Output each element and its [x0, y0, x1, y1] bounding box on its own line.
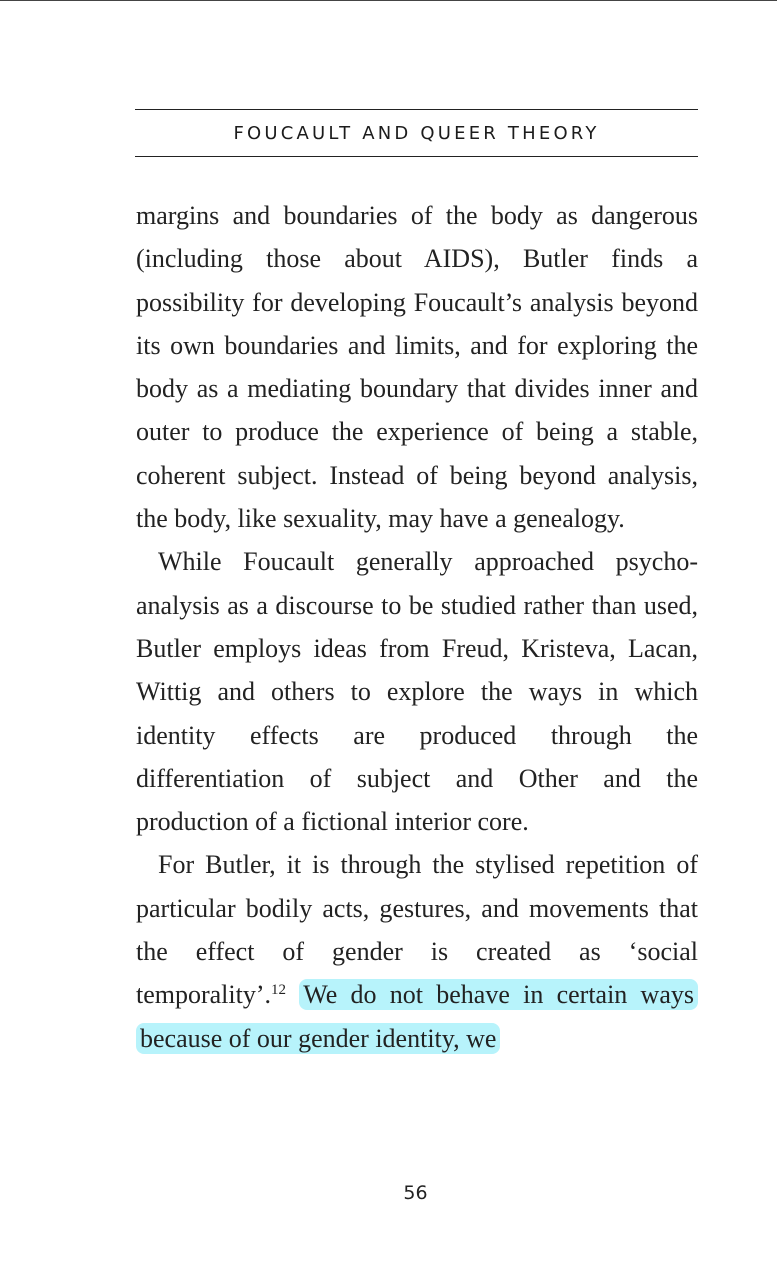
paragraph-1: margins and boundaries of the body as dangerous (including those about AIDS), Butler finds a possibility for developing Foucault’s analysis beyond its own boundaries and limits, and for exploring the body as a mediating boundary that divides inner and outer to produce the experience of being a stable, coherent subject. Instead of being beyond analysis, the body, like sexuality, may have a genealogy. [136, 201, 698, 534]
text-highlight[interactable]: We do not behave in certain ways because of our gender identity, we [136, 979, 698, 1053]
paragraph-3-lead: For Butler, it is through the stylised repetition of particular bodily acts, gestures, and movements that the effect of gender is created as ‘social temporality’. [136, 850, 698, 1010]
footnote-reference[interactable]: 12 [271, 982, 287, 999]
running-header-title: FOUCAULT AND QUEER THEORY [233, 122, 600, 144]
body-text [136, 194, 698, 1060]
page-number: 56 [403, 1182, 428, 1204]
running-header [135, 109, 698, 157]
page-top-border [0, 0, 777, 1]
paragraph-2: While Foucault generally approached psychoanalysis as a discourse to be studied rather than used, Butler employs ideas from Freud, Kristeva, Lacan, Wittig and others to explore the ways in which identity effects are produced through the differentiation of subject and Other and the production of a fictional interior core. [136, 547, 698, 837]
paragraph-3 [136, 843, 698, 1059]
